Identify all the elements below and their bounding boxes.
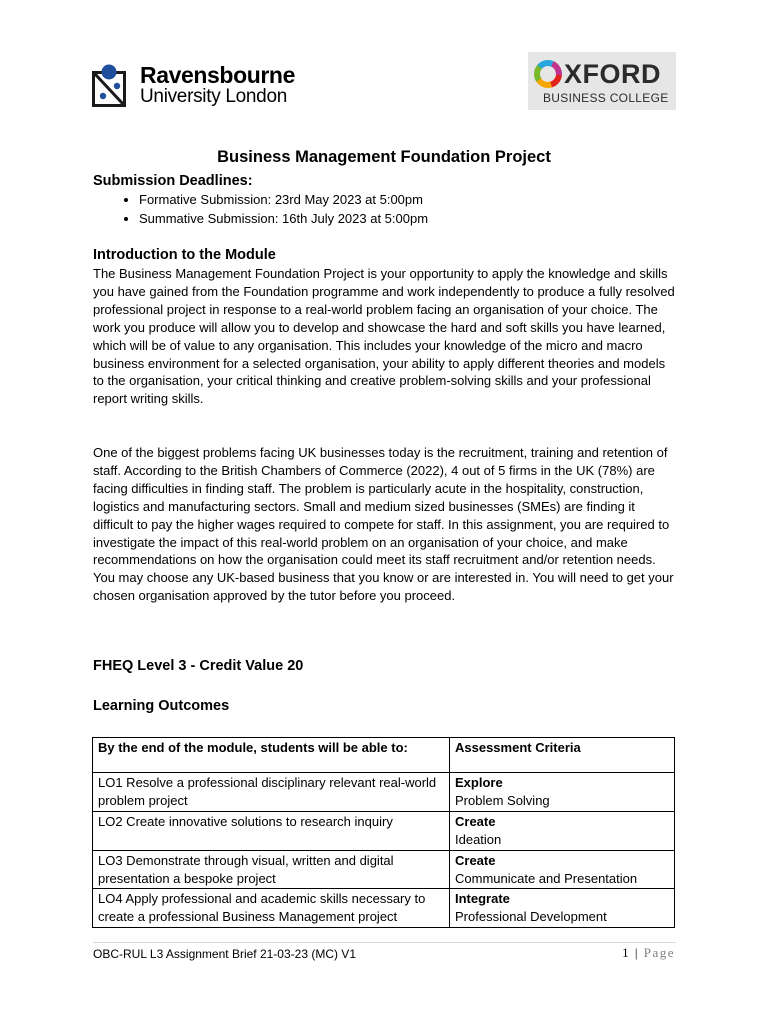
learning-outcomes-heading: Learning Outcomes xyxy=(93,698,230,714)
criteria-description: Ideation xyxy=(455,831,502,847)
page-indicator xyxy=(622,945,675,961)
list-item: • Formative Submission: 23rd May 2023 at 5:00pm xyxy=(139,190,428,209)
table-row xyxy=(93,850,675,889)
table-header-outcomes: By the end of the module, students will be able to: xyxy=(93,738,450,773)
criteria-title: Integrate xyxy=(455,891,510,907)
outcome-cell: LO1 Resolve a professional disciplinary relevant real-world problem project xyxy=(93,773,450,812)
footer-document-reference: OBC-RUL L3 Assignment Brief 21-03-23 (MC) V1 xyxy=(93,947,356,961)
criteria-title: Create xyxy=(455,813,496,829)
table-row xyxy=(93,773,675,812)
footer-divider xyxy=(93,942,676,943)
table-row xyxy=(93,889,675,928)
ravensbourne-logo xyxy=(92,58,295,112)
oxford-business-college-logo xyxy=(528,52,676,110)
criteria-description: Problem Solving xyxy=(455,792,550,808)
page-separator: | xyxy=(634,945,639,960)
page-number: 1 xyxy=(622,945,631,960)
intro-heading: Introduction to the Module xyxy=(93,247,276,263)
criteria-cell xyxy=(450,889,675,928)
deadline-list xyxy=(93,190,428,228)
oxford-subtitle: BUSINESS COLLEGE xyxy=(543,91,669,105)
ravensbourne-mark-icon xyxy=(92,63,126,107)
criteria-description: Communicate and Presentation xyxy=(455,870,638,886)
page-word: Page xyxy=(643,945,675,960)
document-title: Business Management Foundation Project xyxy=(217,148,551,166)
outcome-cell: LO4 Apply professional and academic skills necessary to create a professional Business Management project xyxy=(93,889,450,928)
submission-heading: Submission Deadlines: xyxy=(93,173,253,189)
criteria-cell xyxy=(450,773,675,812)
outcome-cell: LO3 Demonstrate through visual, written and digital presentation a bespoke project xyxy=(93,850,450,889)
fheq-heading: FHEQ Level 3 - Credit Value 20 xyxy=(93,658,304,674)
intro-paragraph-1: The Business Management Foundation Project is your opportunity to apply the knowledge and skills you have gained from the Foundation programme and work independently to produce a fully resolved professional project in response to a real-world problem facing an organisation of your choice. The work you produce will allow you to develop and showcase the hard and soft skills you have learned, which will be of value to any organisation. This includes your knowledge of the micro and macro business environment for a selected organisation, your ability to apply different theories and models to the organisation, your critical thinking and creative problem-solving skills and your professional report writing skills. xyxy=(93,266,675,407)
list-item: • Summative Submission: 16th July 2023 at 5:00pm xyxy=(139,209,428,228)
intro-paragraph-2: One of the biggest problems facing UK businesses today is the recruitment, training and retention of staff. According to the British Chambers of Commerce (2022), 4 out of 5 firms in the UK (78%) are facing difficulties in finding staff. The problem is particularly acute in the hospitality, construction, logistics and manufacturing sectors. Small and medium sized businesses (SMEs) are finding it difficult to pay the higher wages required to compete for staff. In this assignment, you are required to investigate the impact of this real-world problem on an organisation of your choice, and make recommendations on how the organisation could meet its staff recruitment and/or retention needs. You may choose any UK-based business that you know or are interested in. You will need to get your chosen organisation approved by the tutor before you proceed. xyxy=(93,445,674,604)
criteria-cell xyxy=(450,811,675,850)
criteria-cell xyxy=(450,850,675,889)
criteria-title: Explore xyxy=(455,775,503,790)
table-header-row xyxy=(93,738,675,773)
ravensbourne-subtitle: University London xyxy=(140,86,287,108)
table-header-criteria: Assessment Criteria xyxy=(450,738,675,773)
table-row xyxy=(93,811,675,850)
outcome-cell: LO2 Create innovative solutions to research inquiry xyxy=(93,811,450,850)
criteria-description: Professional Development xyxy=(455,909,607,925)
oxford-wordmark: XFORD xyxy=(564,59,661,89)
learning-outcomes-table xyxy=(92,737,675,928)
ravensbourne-name: Ravensbourne xyxy=(140,61,295,88)
oxford-rainbow-ring-icon xyxy=(533,59,563,89)
criteria-title: Create xyxy=(455,852,496,868)
